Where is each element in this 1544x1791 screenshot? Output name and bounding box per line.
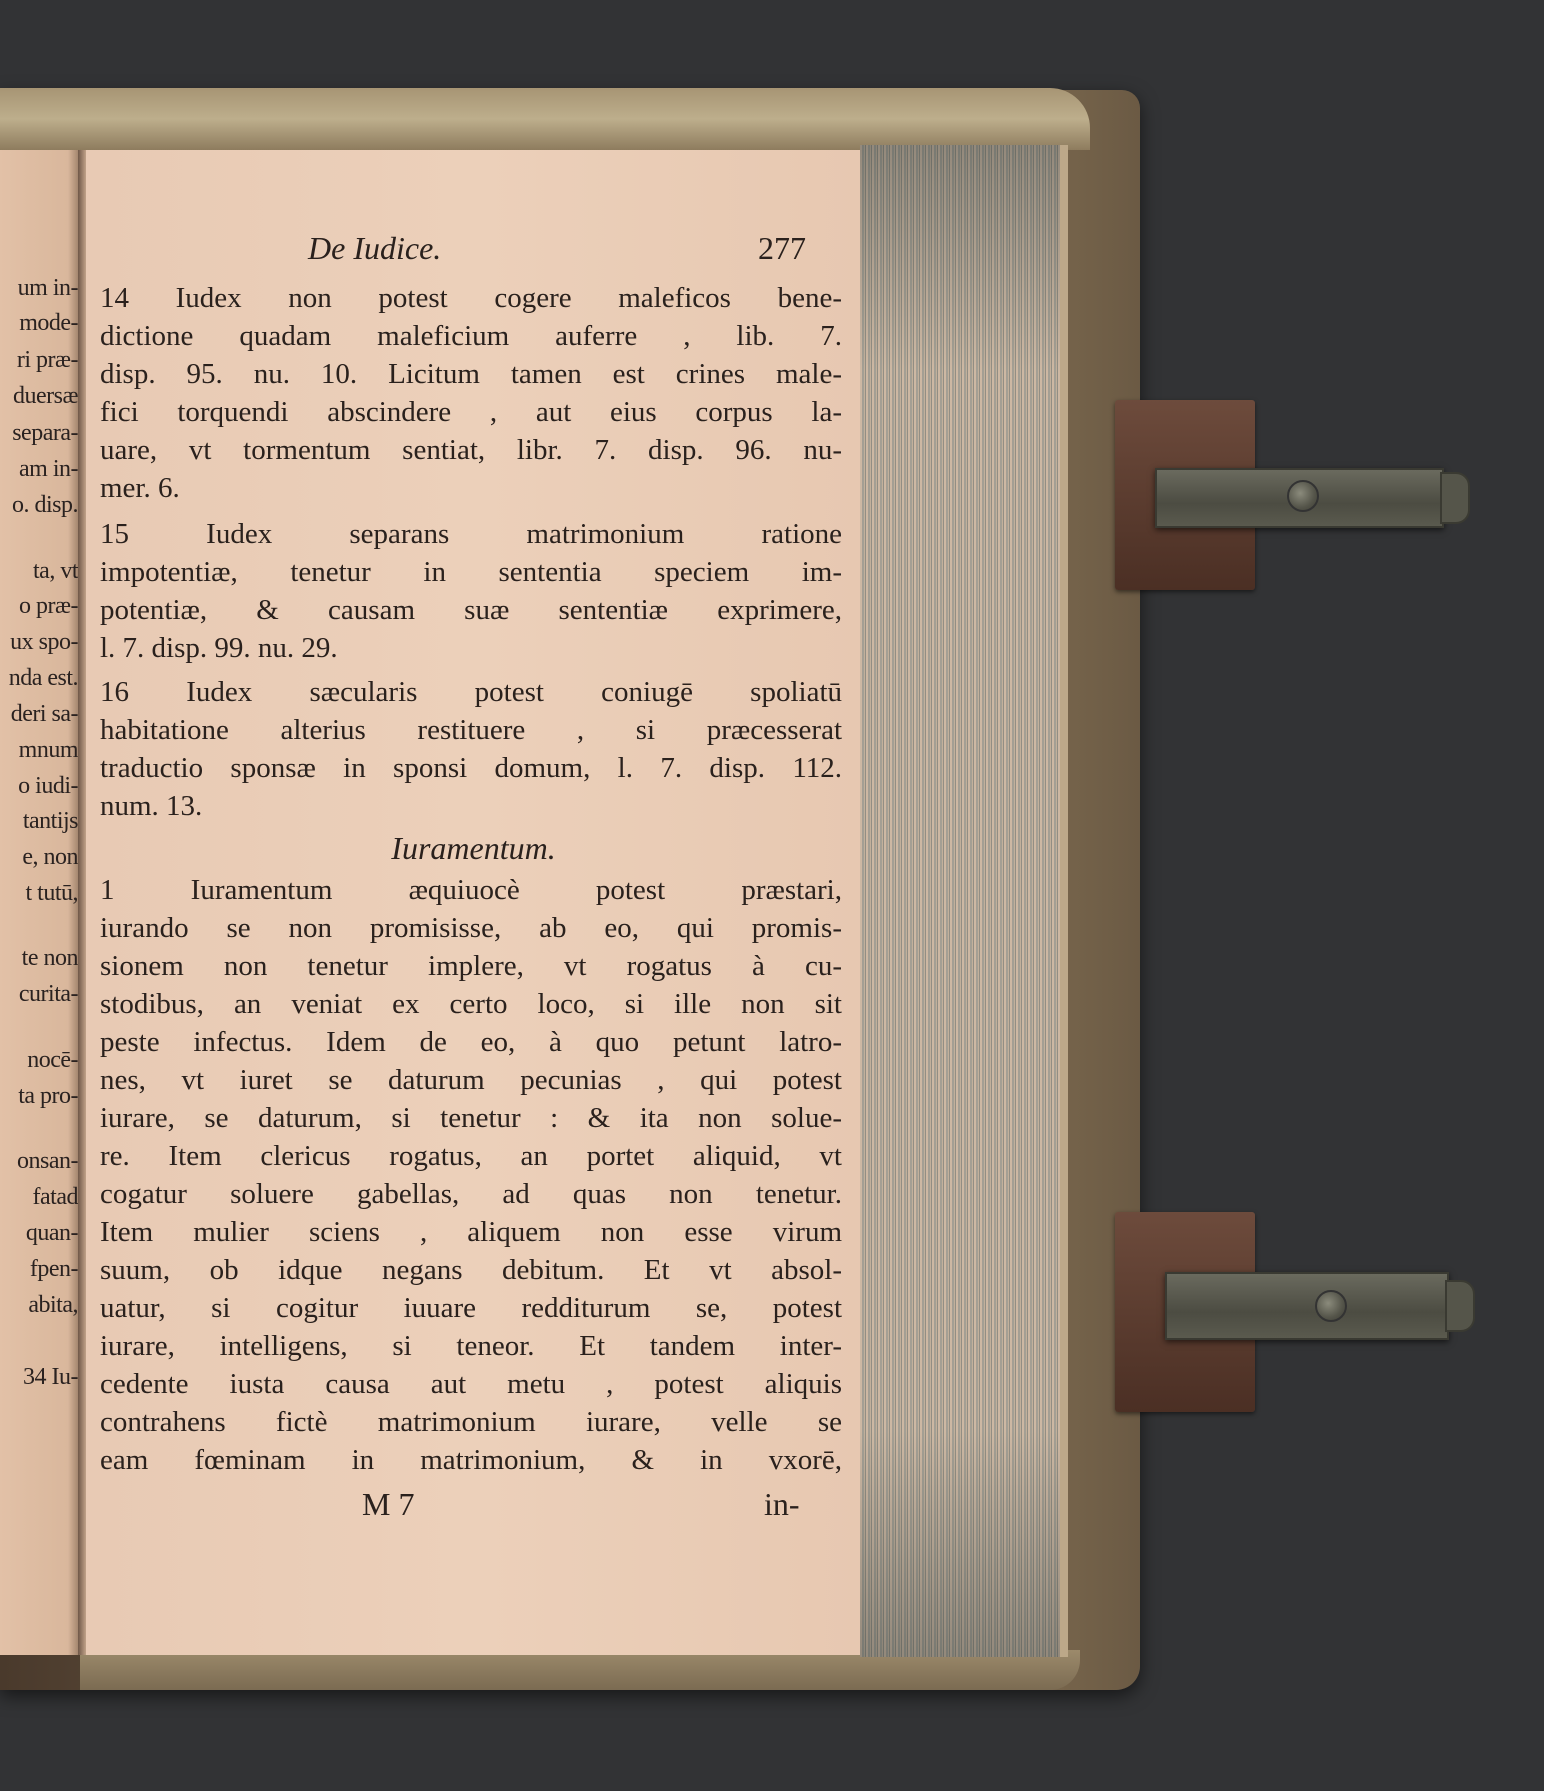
left-page-fragment: onsan-: [17, 1148, 78, 1174]
text-line: disp. 95. nu. 10. Licitum tamen est crines male-: [100, 358, 842, 390]
text-line: sionem non tenetur implere, vt rogatus à cu-: [100, 950, 842, 982]
left-page-fragment: am in-: [19, 456, 78, 482]
text-line: mer. 6.: [100, 472, 180, 504]
running-head: De Iudice.: [308, 230, 442, 266]
left-page-fragment: o. disp.: [11, 492, 78, 518]
left-page-fragment: t tutū,: [25, 880, 78, 906]
left-page-fragment: fatad: [32, 1184, 78, 1210]
text-line: uatur, si cogitur iuuare redditurum se, potest: [100, 1292, 842, 1324]
text-line: cedente iusta causa aut metu , potest aliquis: [100, 1368, 842, 1400]
left-page-fragment: fpen-: [29, 1256, 78, 1282]
page-text-block: [86, 150, 861, 1655]
left-page-fragment: ta, vt: [33, 558, 78, 584]
lower-clasp-plate: [1165, 1272, 1449, 1340]
text-line: Item mulier sciens , aliquem non esse virum: [100, 1216, 842, 1248]
text-line: re. Item clericus rogatus, an portet aliquid, vt: [100, 1140, 842, 1172]
text-line: 14 Iudex non potest cogere maleficos bene-: [100, 282, 842, 314]
text-line: nes, vt iuret se daturum pecunias , qui potest: [100, 1064, 842, 1096]
text-line: traductio sponsæ in sponsi domum, l. 7. disp. 112.: [100, 752, 842, 784]
left-page-fragment: duersæ: [13, 383, 78, 409]
text-line: habitatione alterius restituere , si præcesserat: [100, 714, 842, 746]
upper-clasp: [1115, 400, 1485, 590]
section-heading: Iuramentum.: [391, 830, 556, 866]
left-page-fragment: ta pro-: [18, 1083, 78, 1109]
text-line: suum, ob idque negans debitum. Et vt absol-: [100, 1254, 842, 1286]
left-page: [0, 150, 80, 1655]
left-page-fragment: e, non: [22, 844, 78, 870]
left-page-fragment: ux spo-: [10, 629, 78, 655]
left-page-fragment: deri sa-: [10, 701, 78, 727]
lower-clasp-rivet: [1315, 1290, 1347, 1322]
left-page-fragment: tantijs: [22, 808, 78, 834]
upper-clasp-rivet: [1287, 480, 1319, 512]
text-line: dictione quadam maleficium auferre , lib. 7.: [100, 320, 842, 352]
text-line: 16 Iudex sæcularis potest coniugē spoliatū: [100, 676, 842, 708]
text-line: 15 Iudex separans matrimonium ratione: [100, 518, 842, 550]
page-block-edges: [860, 145, 1068, 1657]
left-page-fragment: mnum: [18, 737, 78, 763]
left-page-fragment: nocē-: [27, 1047, 78, 1073]
left-page-fragment: um in-: [17, 275, 78, 301]
left-page-fragment: te non: [21, 945, 78, 971]
text-line: impotentiæ, tenetur in sententia speciem im-: [100, 556, 842, 588]
catchword: in-: [764, 1486, 800, 1522]
text-line: 1 Iuramentum æquiuocè potest præstari,: [100, 874, 842, 906]
text-line: stodibus, an veniat ex certo loco, si ille non sit: [100, 988, 842, 1020]
text-line: contrahens fictè matrimonium iurare, velle se: [100, 1406, 842, 1438]
text-line: iurando se non promisisse, ab eo, qui promis-: [100, 912, 842, 944]
lower-clasp-hook: [1445, 1280, 1475, 1332]
left-page-fragment: ri præ-: [16, 347, 78, 373]
lower-clasp: [1115, 1212, 1485, 1412]
left-page-fragment: curita-: [18, 981, 78, 1007]
text-line: l. 7. disp. 99. nu. 29.: [100, 632, 338, 664]
text-line: potentiæ, & causam suæ sententiæ exprimere,: [100, 594, 842, 626]
left-page-fragment: nda est.: [8, 665, 78, 691]
text-line: num. 13.: [100, 790, 203, 822]
left-page-fragment: quan-: [25, 1220, 78, 1246]
left-page-fragment: mode-: [19, 310, 78, 336]
text-line: cogatur soluere gabellas, ad quas non tenetur.: [100, 1178, 842, 1210]
upper-clasp-hook: [1440, 472, 1470, 524]
text-line: peste infectus. Idem de eo, à quo petunt latro-: [100, 1026, 842, 1058]
book-top-edge: [0, 88, 1090, 150]
text-line: fici torquendi abscindere , aut eius corpus la-: [100, 396, 842, 428]
signature-mark: M 7: [362, 1486, 415, 1522]
text-line: iurare, se daturum, si tenetur : & ita non solue-: [100, 1102, 842, 1134]
text-line: iurare, intelligens, si teneor. Et tandem inter-: [100, 1330, 842, 1362]
left-page-fragment: abita,: [28, 1292, 78, 1318]
page-number: 277: [758, 230, 806, 266]
text-line: uare, vt tormentum sentiat, libr. 7. disp. 96. nu-: [100, 434, 842, 466]
left-page-fragment: separa-: [12, 420, 78, 446]
left-page-fragment: o iudi-: [18, 773, 78, 799]
left-page-fragment: 34 Iu-: [23, 1364, 78, 1390]
text-line: eam fœminam in matrimonium, & in vxorē,: [100, 1444, 842, 1476]
left-page-fragment: o præ-: [19, 593, 78, 619]
